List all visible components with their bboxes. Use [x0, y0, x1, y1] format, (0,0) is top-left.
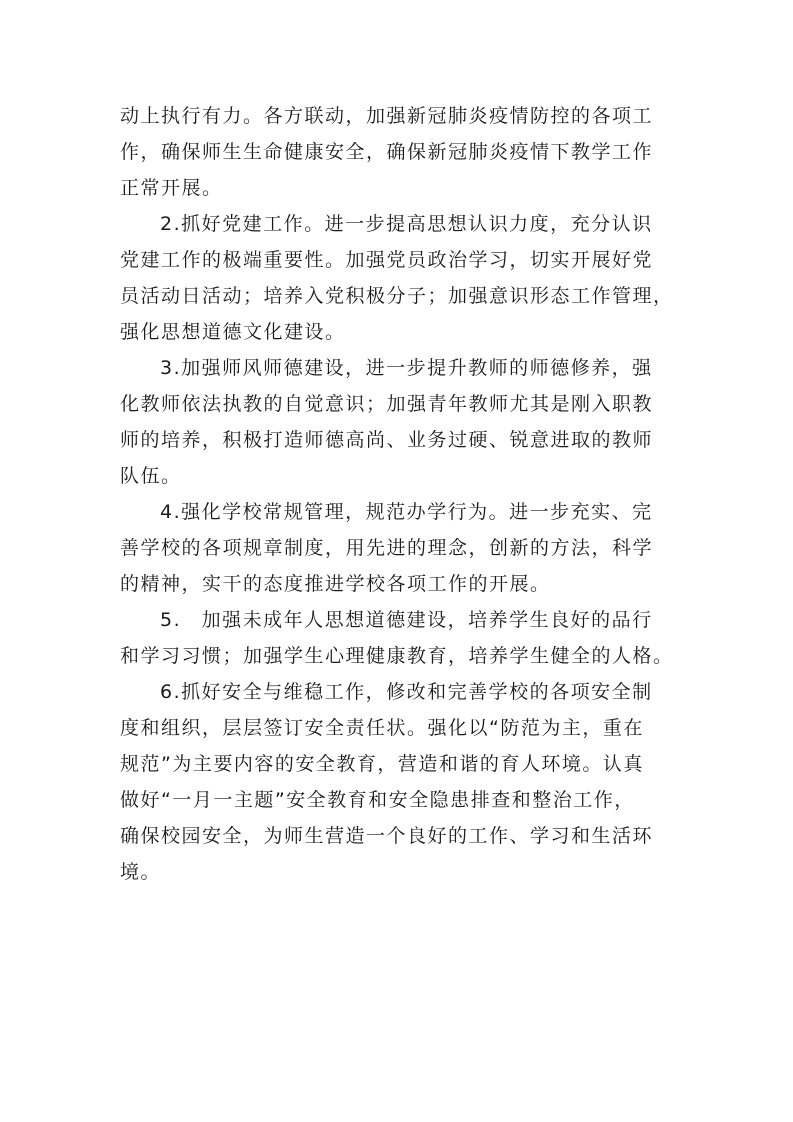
text-line: 度和组织，层层签订安全责任状。强化以“防范为主，重在	[120, 717, 644, 739]
text-line: 正常开展。	[120, 177, 223, 199]
paragraph-1	[120, 98, 680, 206]
text-line: 师的培养，积极打造师德高尚、业务过硬、锐意进取的教师	[120, 429, 654, 451]
text-line: 规范”为主要内容的安全教育，营造和谐的育人环境。认真	[120, 753, 644, 775]
paragraph-3	[120, 350, 680, 494]
text-line: 6.抓好安全与维稳工作，修改和完善学校的各项安全制	[160, 681, 653, 703]
text-line: 化教师依法执教的自觉意识；加强青年教师尤其是刚入职教	[120, 393, 654, 415]
text-line: 党建工作的极端重要性。加强党员政治学习，切实开展好党	[120, 249, 654, 271]
paragraph-2	[120, 206, 680, 350]
paragraph-5	[120, 602, 680, 674]
text-line: 善学校的各项规章制度，用先进的理念，创新的方法，科学	[120, 537, 654, 559]
text-line: 的精神，实干的态度推进学校各项工作的开展。	[120, 573, 551, 595]
text-line: 队伍。	[120, 465, 182, 487]
document-body	[120, 98, 680, 890]
paragraph-4	[120, 494, 680, 602]
text-line: 2.抓好党建工作。进一步提高思想认识力度，充分认识	[160, 213, 653, 235]
paragraph-6	[120, 674, 680, 890]
text-line: 境。	[120, 861, 162, 883]
text-line: 动上执行有力。各方联动，加强新冠肺炎疫情防控的各项工	[120, 105, 654, 127]
text-line: 做好“一月一主题”安全教育和安全隐患排查和整治工作，	[120, 789, 635, 811]
text-line: 5. 加强未成年人思想道德建设，培养学生良好的品行	[160, 609, 653, 631]
text-line: 作，确保师生生命健康安全，确保新冠肺炎疫情下教学工作	[120, 141, 654, 163]
text-line: 员活动日活动；培养入党积极分子；加强意识形态工作管理，	[120, 285, 674, 307]
text-line: 强化思想道德文化建设。	[120, 321, 346, 343]
text-line: 和学习习惯；加强学生心理健康教育，培养学生健全的人格。	[120, 645, 674, 667]
text-line: 确保校园安全，为师生营造一个良好的工作、学习和生活环	[120, 825, 654, 847]
text-line: 4.强化学校常规管理，规范办学行为。进一步充实、完	[160, 501, 653, 523]
text-line: 3.加强师风师德建设，进一步提升教师的师德修养，强	[160, 357, 653, 379]
